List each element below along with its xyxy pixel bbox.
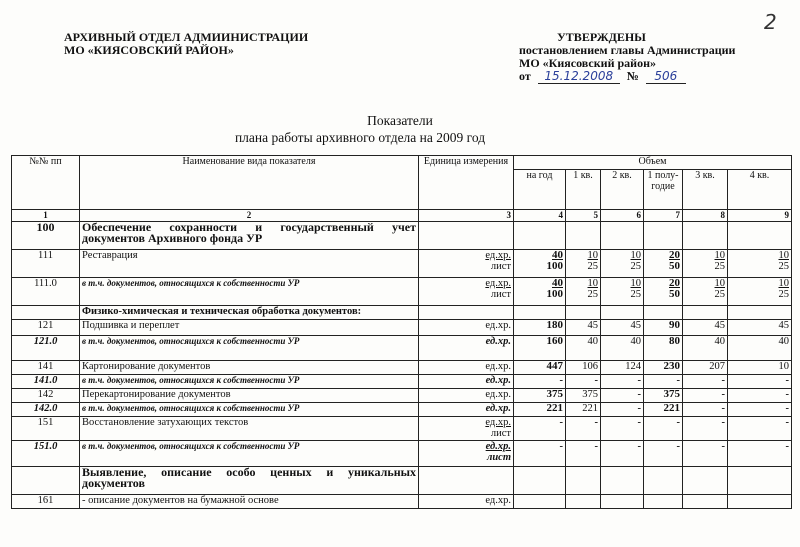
row-num: 161 [12, 495, 80, 509]
approval-authority: МО «Киясовский район» [519, 56, 656, 70]
table-row [12, 306, 792, 320]
row-q3: - [683, 375, 728, 389]
row-num: 142.0 [12, 403, 80, 417]
row-num: 100 [12, 222, 80, 250]
colnum: 3 [419, 210, 514, 222]
row-num [12, 306, 80, 320]
row-q4: - [728, 389, 792, 403]
col-header-q4: 4 кв. [728, 170, 792, 210]
row-unit: ед.хр. лист [419, 250, 514, 278]
row-num: 151.0 [12, 441, 80, 467]
row-q1: 375 [566, 389, 601, 403]
col-header-q1: 1 кв. [566, 170, 601, 210]
row-q4: - [728, 417, 792, 441]
row-half: 90 [644, 320, 683, 336]
table-row [12, 389, 792, 403]
row-num: 151 [12, 417, 80, 441]
row-name: в т.ч. документов, относящихся к собственности УР [80, 441, 419, 467]
row-unit: ед.хр. [419, 389, 514, 403]
row-q4: 10 25 [728, 250, 792, 278]
page-mark: 2 [764, 10, 777, 34]
row-name: в т.ч. документов, относящихся к собственности УР [80, 278, 419, 306]
approval-title: УТВЕРЖДЕНЫ [557, 30, 646, 44]
table-row [12, 417, 792, 441]
row-name: в т.ч. документов, относящихся к собственности УР [80, 336, 419, 361]
row-name: Картонирование документов [80, 361, 419, 375]
row-year: 160 [514, 336, 566, 361]
table-header-row [12, 156, 792, 170]
row-q4: 45 [728, 320, 792, 336]
row-q2: - [601, 375, 644, 389]
row-year: 40 100 [514, 250, 566, 278]
row-q4: - [728, 375, 792, 389]
row-q3: - [683, 403, 728, 417]
row-q2: - [601, 389, 644, 403]
colnum: 6 [601, 210, 644, 222]
col-header-half: 1 полу-годие [644, 170, 683, 210]
row-half: 221 [644, 403, 683, 417]
row-year: 180 [514, 320, 566, 336]
row-half: - [644, 441, 683, 467]
row-num: 121 [12, 320, 80, 336]
row-name: Перекартонирование документов [80, 389, 419, 403]
row-half: 80 [644, 336, 683, 361]
row-unit: ед.хр. лист [419, 417, 514, 441]
row-name: в т.ч. документов, относящихся к собственности УР [80, 403, 419, 417]
table-row [12, 222, 792, 250]
row-q3: 10 25 [683, 250, 728, 278]
row-q3: 45 [683, 320, 728, 336]
row-q4: 10 25 [728, 278, 792, 306]
row-q3: - [683, 417, 728, 441]
table-row [12, 278, 792, 306]
row-year: 221 [514, 403, 566, 417]
row-name: Физико-химическая и техническая обработка документов: [80, 306, 419, 320]
colnum: 2 [80, 210, 419, 222]
row-q1: 106 [566, 361, 601, 375]
row-unit: ед.хр. [419, 361, 514, 375]
row-q2: 124 [601, 361, 644, 375]
row-q4: - [728, 441, 792, 467]
row-q1: 221 [566, 403, 601, 417]
row-year: 375 [514, 389, 566, 403]
col-header-name: Наименование вида показателя [80, 156, 419, 210]
row-year: 447 [514, 361, 566, 375]
row-name: Обеспечение сохранности и государственный учет документов Архивного фонда УР [80, 222, 419, 250]
row-year: - [514, 375, 566, 389]
row-name: - описание документов на бумажной основе [80, 495, 419, 509]
row-q3: 207 [683, 361, 728, 375]
row-q1: 10 25 [566, 250, 601, 278]
row-q1: 10 25 [566, 278, 601, 306]
row-q1: 45 [566, 320, 601, 336]
row-name: Подшивка и переплет [80, 320, 419, 336]
row-q4: - [728, 403, 792, 417]
approval-block [519, 31, 735, 84]
row-num [12, 467, 80, 495]
row-q3: - [683, 441, 728, 467]
colnum: 4 [514, 210, 566, 222]
row-num: 142 [12, 389, 80, 403]
row-num: 141.0 [12, 375, 80, 389]
header-left [64, 31, 308, 57]
row-half: - [644, 375, 683, 389]
row-year: - [514, 417, 566, 441]
row-q2: - [601, 417, 644, 441]
col-header-q2: 2 кв. [601, 170, 644, 210]
table-row [12, 441, 792, 467]
row-q2: 40 [601, 336, 644, 361]
row-year: 40 100 [514, 278, 566, 306]
col-header-year: на год [514, 170, 566, 210]
document-title: Показатели [367, 113, 433, 128]
row-q3: 40 [683, 336, 728, 361]
col-header-num: №№ пп [12, 156, 80, 210]
plan-table [11, 155, 792, 509]
table-row [12, 467, 792, 495]
row-half: - [644, 417, 683, 441]
row-num: 111.0 [12, 278, 80, 306]
row-q2: 45 [601, 320, 644, 336]
colnum: 8 [683, 210, 728, 222]
row-num: 141 [12, 361, 80, 375]
row-q2: - [601, 403, 644, 417]
row-q1: - [566, 441, 601, 467]
handwritten-date: 15.12.2008 [538, 70, 620, 84]
colnum: 5 [566, 210, 601, 222]
col-header-q3: 3 кв. [683, 170, 728, 210]
table-row [12, 320, 792, 336]
row-q2: 10 25 [601, 250, 644, 278]
row-unit: ед.хр. [419, 403, 514, 417]
row-q2: - [601, 441, 644, 467]
row-unit: ед.хр. [419, 495, 514, 509]
row-num: 111 [12, 250, 80, 278]
row-name: Выявление, описание особо ценных и уникальных документов [80, 467, 419, 495]
table-row [12, 403, 792, 417]
handwritten-number: 506 [646, 70, 686, 84]
table-row [12, 336, 792, 361]
number-prefix: № [626, 69, 639, 83]
row-year: - [514, 441, 566, 467]
row-q3: - [683, 389, 728, 403]
row-name: Реставрация [80, 250, 419, 278]
row-unit [419, 222, 514, 250]
col-header-unit: Единица измерения [419, 156, 514, 210]
row-q3: 10 25 [683, 278, 728, 306]
table-row [12, 495, 792, 509]
colnum: 1 [12, 210, 80, 222]
archive-department-name: АРХИВНЫЙ ОТДЕЛ АДМИИНИСТРАЦИИ [64, 30, 309, 44]
colnum: 7 [644, 210, 683, 222]
row-q1: - [566, 417, 601, 441]
date-prefix: от [519, 69, 531, 83]
row-unit: ед.хр. лист [419, 441, 514, 467]
row-half: 20 50 [644, 278, 683, 306]
approval-date-line [519, 70, 735, 84]
table-row [12, 361, 792, 375]
row-unit: ед.хр. [419, 375, 514, 389]
row-q2: 10 25 [601, 278, 644, 306]
row-half: 20 50 [644, 250, 683, 278]
table-row [12, 375, 792, 389]
row-unit: ед.хр. [419, 336, 514, 361]
row-unit: ед.хр. лист [419, 278, 514, 306]
row-half: 230 [644, 361, 683, 375]
document-subtitle: плана работы архивного отдела на 2009 год [234, 130, 486, 145]
row-q4: 10 [728, 361, 792, 375]
row-num: 121.0 [12, 336, 80, 361]
row-name: Восстановление затухающих текстов [80, 417, 419, 441]
col-header-volume: Объем [514, 156, 792, 170]
table-row [12, 250, 792, 278]
row-q1: - [566, 375, 601, 389]
column-number-row [12, 210, 792, 222]
row-half: 375 [644, 389, 683, 403]
row-name: в т.ч. документов, относящихся к собственности УР [80, 375, 419, 389]
row-q1: 40 [566, 336, 601, 361]
district-name: МО «КИЯСОВСКИЙ РАЙОН» [64, 43, 234, 57]
colnum: 9 [728, 210, 792, 222]
approval-basis: постановлением главы Администрации [519, 43, 736, 57]
row-unit: ед.хр. [419, 320, 514, 336]
row-q4: 40 [728, 336, 792, 361]
